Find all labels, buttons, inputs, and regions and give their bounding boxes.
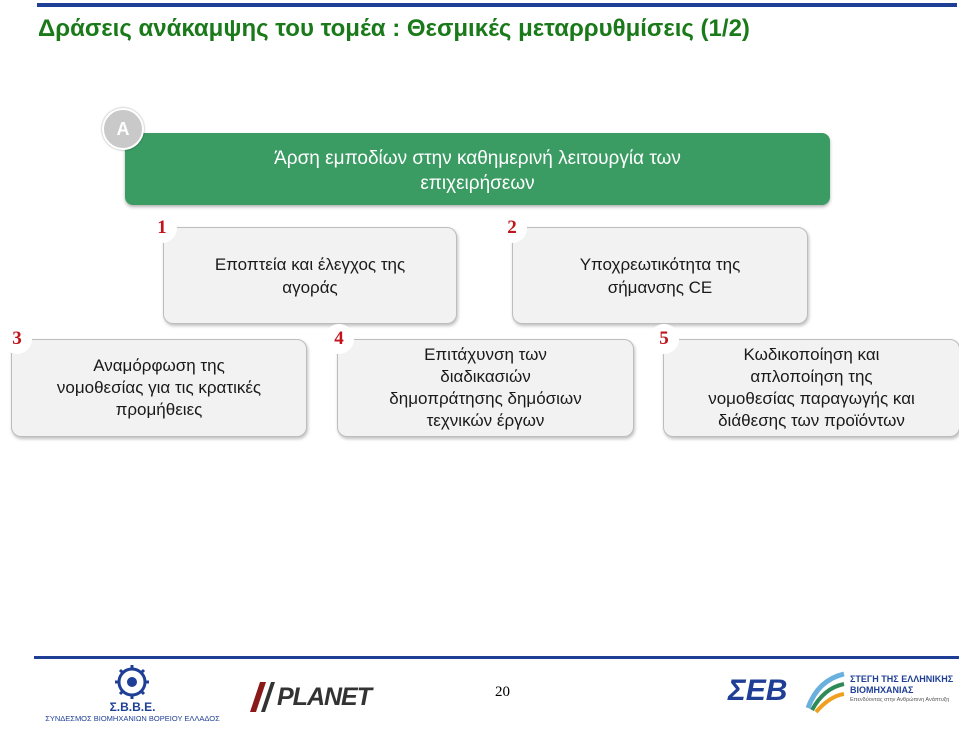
seb-abbr: ΣΕΒ xyxy=(728,674,788,707)
item-4-line-4: τεχνικών έργων xyxy=(426,411,545,430)
sbbe-abbr: Σ.Β.Β.Ε. xyxy=(109,700,156,714)
seb-tagline: Επενδύοντας στην Ανθρώπινη Ανάπτυξη xyxy=(850,697,950,703)
planet-mark-icon xyxy=(247,679,277,715)
seb-line-2: ΒΙΟΜΗΧΑΝΙΑΣ xyxy=(850,685,914,695)
item-4-line-2: διαδικασιών xyxy=(440,367,531,386)
header-line-1: Άρση εμποδίων στην καθημερινή λειτουργία των xyxy=(274,148,681,169)
item-box-2 xyxy=(512,227,808,324)
item-5-line-4: διάθεσης των προϊόντων xyxy=(718,411,905,430)
item-5-line-1: Κωδικοποίηση και xyxy=(743,345,880,364)
seb-line-1: ΣΤΕΓΗ ΤΗΣ ΕΛΛΗΝΙΚΗΣ xyxy=(850,674,954,684)
item-box-3 xyxy=(11,339,307,437)
item-box-1 xyxy=(163,227,457,324)
item-box-5 xyxy=(663,339,959,437)
page-number: 20 xyxy=(495,684,510,700)
item-number-4: 4 xyxy=(324,324,354,354)
header-block-text xyxy=(125,146,830,196)
item-number-5: 5 xyxy=(649,324,679,354)
header-letter-badge: A xyxy=(102,108,144,150)
item-3-line-2: νομοθεσίας για τις κρατικές xyxy=(56,378,262,397)
title-rule xyxy=(37,3,957,7)
header-line-2: επιχειρήσεων xyxy=(420,173,535,194)
item-4-line-3: δημοπράτησης δημόσιων xyxy=(389,389,582,408)
sbbe-logo xyxy=(30,665,235,725)
item-5-line-2: απλοποίηση της xyxy=(750,367,873,386)
item-box-4 xyxy=(337,339,634,437)
planet-name: PLANET xyxy=(277,683,371,711)
sbbe-name: ΣΥΝΔΕΣΜΟΣ ΒΙΟΜΗΧΑΝΙΩΝ ΒΟΡΕΙΟΥ ΕΛΛΑΔΟΣ xyxy=(45,714,220,723)
item-1-line-2: αγοράς xyxy=(282,277,338,297)
item-2-line-2: σήμανσης CE xyxy=(607,277,713,297)
seb-logo xyxy=(728,668,958,720)
footer-rule xyxy=(34,656,959,659)
item-4-line-1: Επιτάχυνση των xyxy=(424,345,547,364)
item-number-2: 2 xyxy=(497,213,527,243)
item-3-line-1: Αναμόρφωση της xyxy=(93,356,225,375)
planet-logo xyxy=(247,677,369,717)
seb-swirl-icon xyxy=(804,670,848,714)
item-2-line-1: Υποχρεωτικότητα της xyxy=(579,254,741,274)
item-3-line-3: προμήθειες xyxy=(115,400,203,419)
slide-title: Δράσεις ανάκαμψης του τομέα : Θεσμικές μεταρρυθμίσεις (1/2) xyxy=(38,15,750,42)
item-number-3: 3 xyxy=(2,324,32,354)
item-1-line-1: Εποπτεία και έλεγχος της xyxy=(214,254,406,274)
item-number-1: 1 xyxy=(147,213,177,243)
item-5-line-3: νομοθεσίας παραγωγής και xyxy=(708,389,915,408)
